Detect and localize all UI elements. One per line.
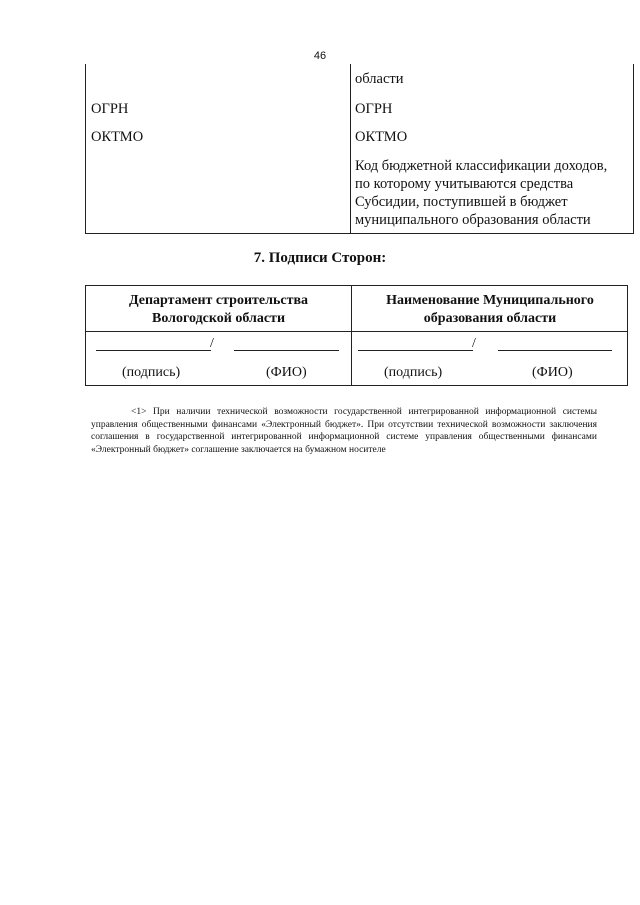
left-party-header-line-1: Департамент строительства <box>128 293 309 308</box>
left-ogrn-label: ОГРН <box>91 101 129 117</box>
right-signature-caption: (подпись) <box>384 365 443 380</box>
right-ogrn-label: ОГРН <box>355 101 393 117</box>
left-name-caption: (ФИО) <box>266 365 307 380</box>
table-border-left <box>85 64 86 233</box>
table-border-right <box>633 64 634 233</box>
right-slash: / <box>472 336 476 351</box>
kbk-line-1: Код бюджетной классификации доходов, <box>355 158 608 174</box>
left-oktmo-label: ОКТМО <box>91 129 144 145</box>
footnote: <1> При наличии технической возможности государственной интегрированной информационной системы управления общественными финансами «Электронный бюджет». При отсутствии технической возможности заключения соглашения в государственной интегрированной информационной системе управления общественными финансами «Электронный бюджет» соглашение заключается на бумажном носителе <box>91 407 597 455</box>
left-signature-line <box>96 350 211 351</box>
signatures-table <box>85 285 628 386</box>
right-name-line <box>498 350 612 351</box>
kbk-line-2: по которому учитываются средства <box>355 176 574 192</box>
right-party-header <box>352 292 628 328</box>
right-oktmo-label: ОКТМО <box>355 129 408 145</box>
left-party-header-line-2: Вологодской области <box>151 311 286 326</box>
right-party-header-line-1: Наименование Муниципального <box>386 293 594 308</box>
section-title: 7. Подписи Сторон: <box>253 250 387 266</box>
kbk-line-3: Субсидии, поступившей в бюджет <box>355 194 568 210</box>
left-party-header <box>86 292 351 328</box>
signatures-row-divider <box>86 331 627 332</box>
page-number: 46 <box>313 50 327 62</box>
right-region-fragment: области <box>355 71 404 87</box>
right-signature-line <box>358 350 473 351</box>
left-signature-caption: (подпись) <box>122 365 181 380</box>
left-name-line <box>234 350 339 351</box>
right-party-header-line-2: образования области <box>423 311 557 326</box>
requisites-table <box>85 64 634 234</box>
left-slash: / <box>210 336 214 351</box>
table-column-divider <box>350 64 351 233</box>
right-name-caption: (ФИО) <box>532 365 573 380</box>
kbk-line-4: муниципального образования области <box>355 212 591 228</box>
